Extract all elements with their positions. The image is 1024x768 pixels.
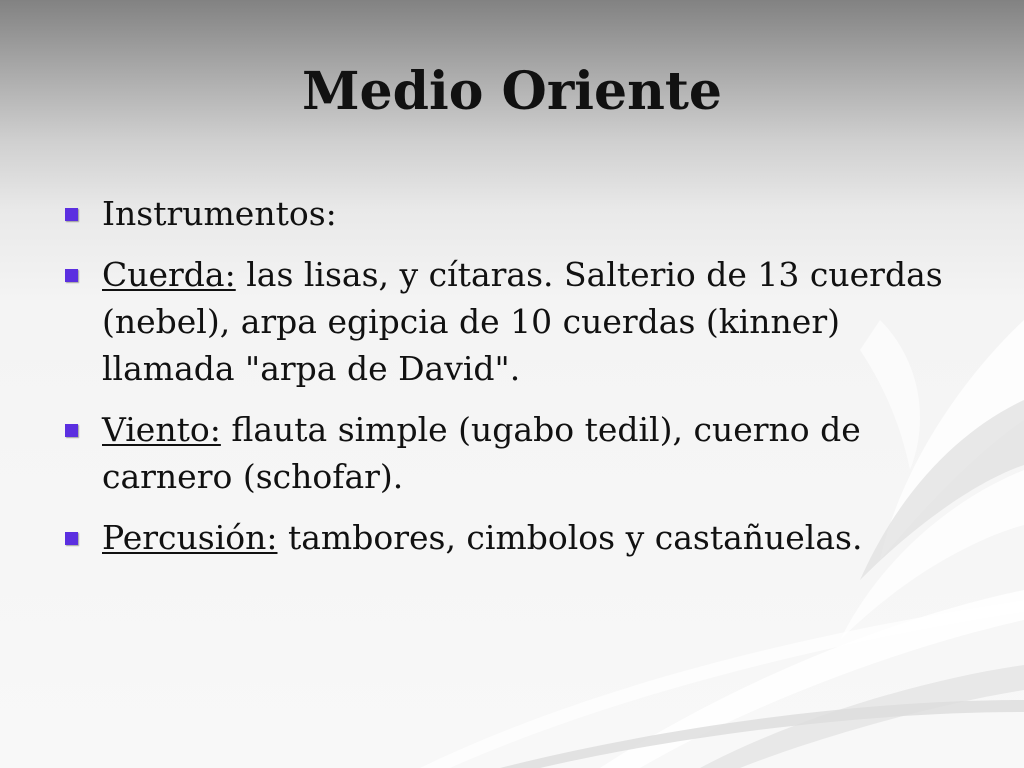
list-item: [60, 514, 980, 561]
item-text: las lisas, y cítaras. Salterio de 13 cuerdas (nebel), arpa egipcia de 10 cuerdas (kinner) llamada "arpa de David".: [102, 255, 943, 388]
list-item: [60, 190, 980, 237]
item-text: flauta simple (ugabo tedil), cuerno de carnero (schofar).: [102, 410, 861, 496]
item-term: Cuerda:: [102, 255, 236, 294]
bullet-list: [60, 190, 980, 575]
item-text: tambores, cimbolos y castañuelas.: [277, 518, 863, 557]
square-bullet-icon: [65, 208, 78, 221]
item-term: Percusión:: [102, 518, 278, 557]
square-bullet-icon: [65, 269, 78, 282]
item-term: Viento:: [102, 410, 221, 449]
square-bullet-icon: [65, 424, 78, 437]
slide-title: Medio Oriente: [302, 61, 722, 122]
square-bullet-icon: [65, 532, 78, 545]
list-item: [60, 406, 980, 500]
list-item: [60, 251, 980, 392]
item-text: Instrumentos:: [102, 194, 337, 233]
